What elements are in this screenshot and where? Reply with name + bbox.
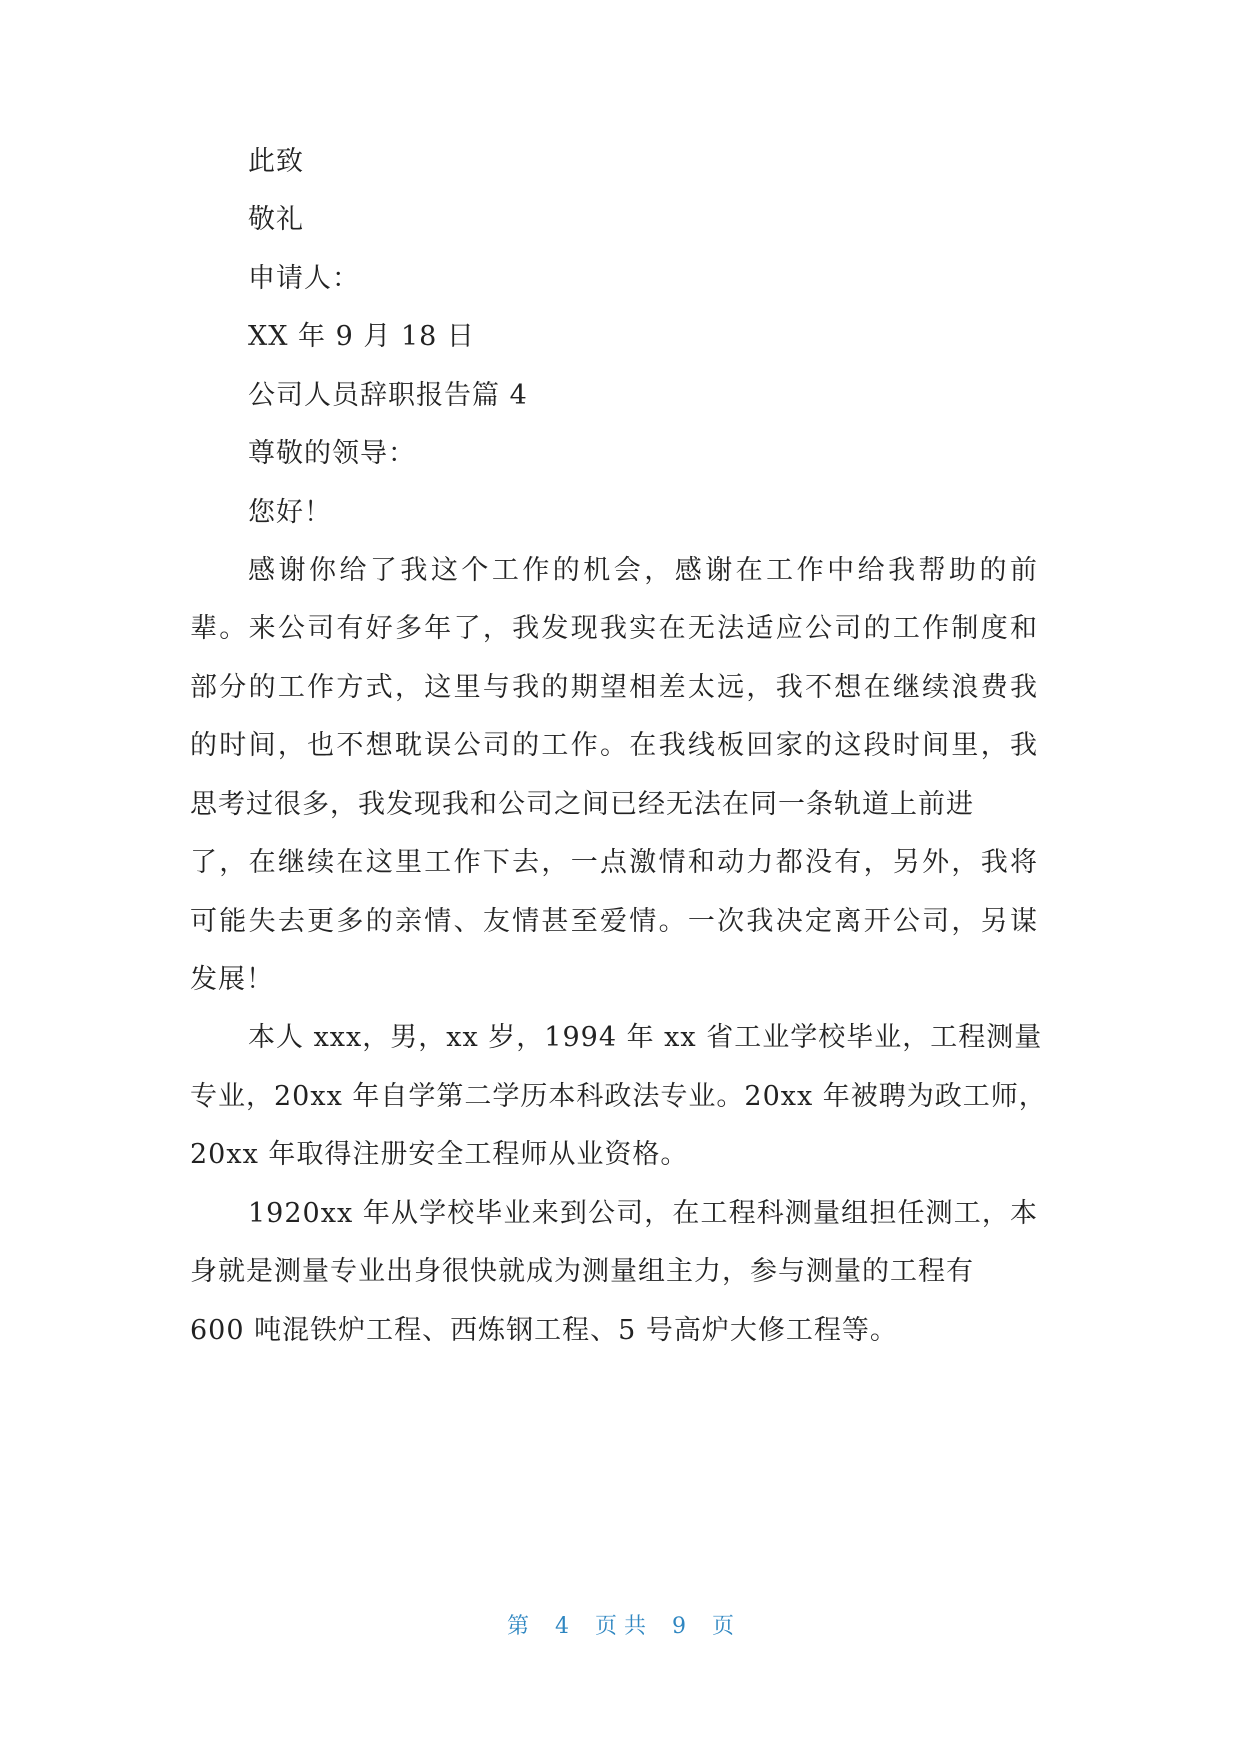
paragraph-line: 本人 xxx，男，xx 岁，1994 年 xx 省工业学校毕业，工程测量: [248, 1022, 1043, 1053]
paragraph-line: 20xx 年取得注册安全工程师从业资格。: [190, 1139, 689, 1170]
paragraph-line: 发展！: [190, 964, 274, 995]
paragraph-line: 感谢你给了我这个工作的机会，感谢在工作中给我帮助的前: [248, 555, 1038, 586]
paragraph-line: 1920xx 年从学校毕业来到公司，在工程科测量组担任测工，本: [248, 1198, 1038, 1229]
paragraph-line: 的时间，也不想耽误公司的工作。在我线板回家的这段时间里，我: [190, 730, 1038, 761]
applicant-label: 申请人：: [248, 263, 360, 294]
paragraph-line: 可能失去更多的亲情、友情甚至爱情。一次我决定离开公司，另谋: [190, 906, 1038, 937]
closing-salutation-2: 敬礼: [248, 204, 304, 235]
page-number-footer: [0, 1612, 1241, 1642]
paragraph-line: 身就是测量专业出身很快就成为测量组主力，参与测量的工程有: [190, 1256, 974, 1287]
paragraph-line: 了，在继续在这里工作下去，一点激情和动力都没有，另外，我将: [190, 847, 1038, 878]
closing-date: XX 年 9 月 18 日: [248, 321, 475, 352]
letter-greeting: 尊敬的领导：: [248, 438, 416, 469]
letter-hello: 您好！: [248, 497, 332, 528]
footer-middle: 页 共: [595, 1614, 646, 1639]
paragraph-line: 专业，20xx 年自学第二学历本科政法专业。20xx 年被聘为政工师，: [190, 1081, 1047, 1112]
section-title: 公司人员辞职报告篇 4: [248, 380, 528, 411]
footer-prefix: 第: [506, 1614, 529, 1639]
footer-suffix: 页: [712, 1614, 735, 1639]
paragraph-line: 思考过很多，我发现我和公司之间已经无法在同一条轨道上前进: [190, 789, 974, 820]
paragraph-line: 辈。来公司有好多年了，我发现我实在无法适应公司的工作制度和: [190, 613, 1038, 644]
footer-current-page: 4: [555, 1614, 569, 1639]
paragraph-line: 600 吨混铁炉工程、西炼钢工程、5 号高炉大修工程等。: [190, 1315, 898, 1346]
paragraph-line: 部分的工作方式，这里与我的期望相差太远，我不想在继续浪费我: [190, 672, 1038, 703]
closing-salutation-1: 此致: [248, 146, 304, 177]
footer-total-pages: 9: [672, 1614, 686, 1639]
